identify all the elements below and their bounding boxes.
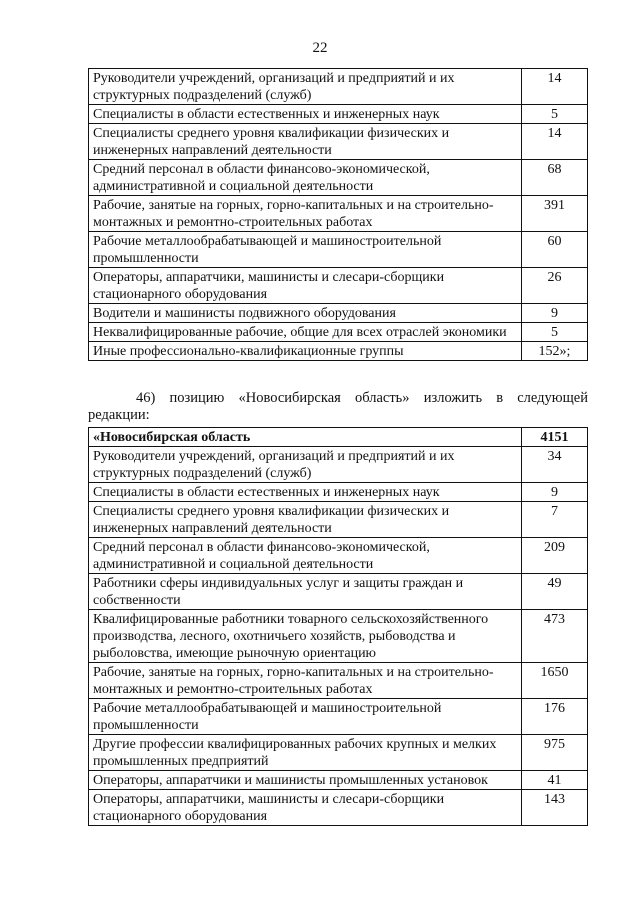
row-label: Средний персонал в области финансово-экономической, административной и социальной деятельности xyxy=(89,538,522,574)
table-row xyxy=(89,105,588,124)
row-label: Операторы, аппаратчики, машинисты и слесари-сборщики стационарного оборудования xyxy=(89,268,522,304)
row-value: 5 xyxy=(522,323,588,342)
row-value: 152»; xyxy=(522,342,588,361)
row-value: 5 xyxy=(522,105,588,124)
row-label: Рабочие металлообрабатывающей и машиностроительной промышленности xyxy=(89,232,522,268)
row-value: 209 xyxy=(522,538,588,574)
row-label: Рабочие металлообрабатывающей и машиностроительной промышленности xyxy=(89,699,522,735)
row-label: Руководители учреждений, организаций и предприятий и их структурных подразделений (служб) xyxy=(89,69,522,105)
table-row xyxy=(89,232,588,268)
row-label: Рабочие, занятые на горных, горно-капитальных и на строительно-монтажных и ремонтно-строительных работах xyxy=(89,663,522,699)
row-label: Руководители учреждений, организаций и предприятий и их структурных подразделений (служб) xyxy=(89,447,522,483)
region-total: 4151 xyxy=(522,428,588,447)
row-label: Специалисты в области естественных и инженерных наук xyxy=(89,105,522,124)
paragraph-line: редакции: xyxy=(88,407,150,423)
table-row xyxy=(89,735,588,771)
occupation-table-novosibirsk xyxy=(88,427,588,826)
table-row xyxy=(89,447,588,483)
row-value: 1650 xyxy=(522,663,588,699)
row-value: 176 xyxy=(522,699,588,735)
row-value: 473 xyxy=(522,610,588,663)
row-label: Операторы, аппаратчики, машинисты и слесари-сборщики стационарного оборудования xyxy=(89,790,522,826)
row-value: 34 xyxy=(522,447,588,483)
row-label: Квалифицированные работники товарного сельскохозяйственного производства, лесного, охотничьего хозяйств, рыбоводства и рыболовства, имеющие рыночную ориентацию xyxy=(89,610,522,663)
occupation-table-previous xyxy=(88,68,588,361)
row-value: 14 xyxy=(522,124,588,160)
table-body xyxy=(89,428,588,826)
table-row xyxy=(89,483,588,502)
region-name: «Новосибирская область xyxy=(89,428,522,447)
row-label: Иные профессионально-квалификационные группы xyxy=(89,342,522,361)
row-value: 9 xyxy=(522,483,588,502)
row-label: Другие профессии квалифицированных рабочих крупных и мелких промышленных предприятий xyxy=(89,735,522,771)
table-row xyxy=(89,342,588,361)
row-value: 9 xyxy=(522,304,588,323)
table-header-row xyxy=(89,428,588,447)
row-label: Специалисты среднего уровня квалификации физических и инженерных направлений деятельности xyxy=(89,502,522,538)
table-row xyxy=(89,160,588,196)
table-body xyxy=(89,69,588,361)
row-label: Специалисты среднего уровня квалификации физических и инженерных направлений деятельности xyxy=(89,124,522,160)
row-value: 60 xyxy=(522,232,588,268)
table-row xyxy=(89,538,588,574)
row-label: Специалисты в области естественных и инженерных наук xyxy=(89,483,522,502)
table-row xyxy=(89,124,588,160)
row-value: 68 xyxy=(522,160,588,196)
table-row xyxy=(89,69,588,105)
row-value: 975 xyxy=(522,735,588,771)
row-value: 7 xyxy=(522,502,588,538)
row-value: 41 xyxy=(522,771,588,790)
table-row xyxy=(89,574,588,610)
table-row xyxy=(89,196,588,232)
row-label: Рабочие, занятые на горных, горно-капитальных и на строительно-монтажных и ремонтно-строительных работах xyxy=(89,196,522,232)
row-value: 391 xyxy=(522,196,588,232)
table-row xyxy=(89,502,588,538)
table-row xyxy=(89,304,588,323)
row-label: Неквалифицированные рабочие, общие для всех отраслей экономики xyxy=(89,323,522,342)
row-value: 49 xyxy=(522,574,588,610)
table-row xyxy=(89,771,588,790)
row-label: Операторы, аппаратчики и машинисты промышленных установок xyxy=(89,771,522,790)
table-row xyxy=(89,699,588,735)
paragraph-line: 46) позицию «Новосибирская область» изложить в следующей xyxy=(136,390,588,406)
row-label: Работники сферы индивидуальных услуг и защиты граждан и собственности xyxy=(89,574,522,610)
amendment-paragraph xyxy=(88,390,588,424)
table-row xyxy=(89,323,588,342)
row-value: 143 xyxy=(522,790,588,826)
table-row xyxy=(89,268,588,304)
row-value: 14 xyxy=(522,69,588,105)
table-row xyxy=(89,610,588,663)
page-number: 22 xyxy=(312,40,328,56)
table-row xyxy=(89,790,588,826)
row-label: Водители и машинисты подвижного оборудования xyxy=(89,304,522,323)
table-row xyxy=(89,663,588,699)
row-value: 26 xyxy=(522,268,588,304)
row-label: Средний персонал в области финансово-экономической, административной и социальной деятельности xyxy=(89,160,522,196)
